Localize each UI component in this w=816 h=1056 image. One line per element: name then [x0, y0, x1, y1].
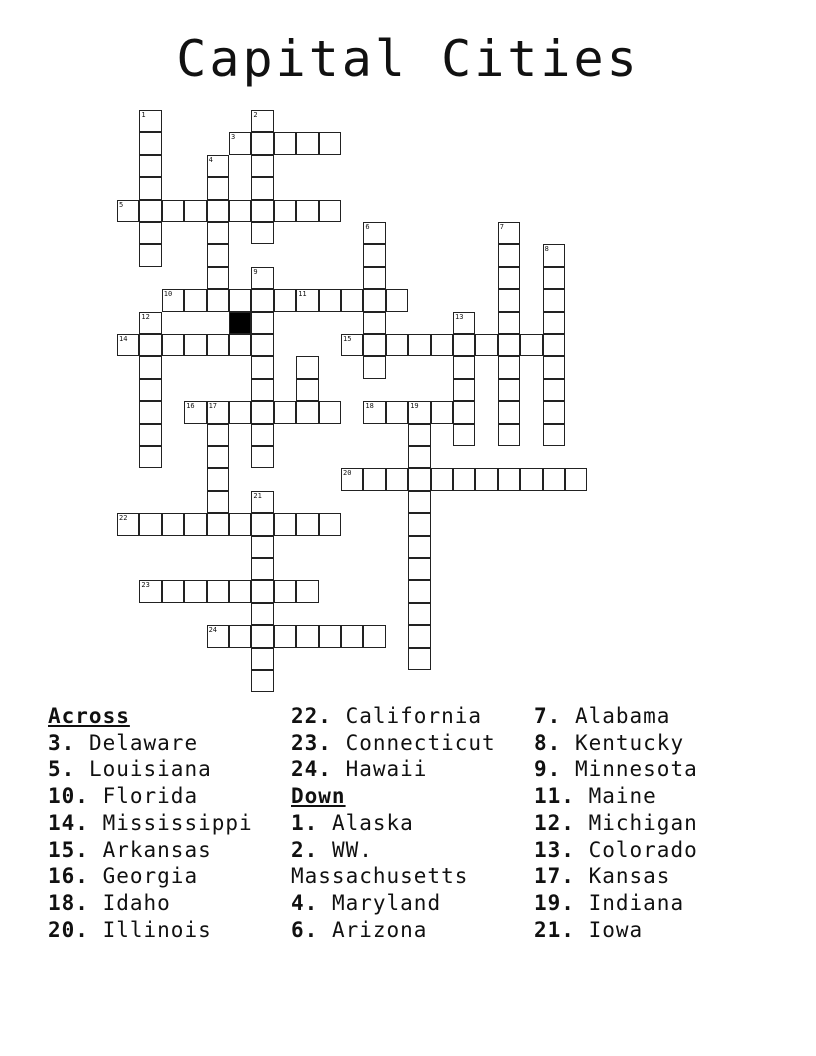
- clue-number: 11: [298, 290, 307, 299]
- down-clue: 1. Alaska: [291, 810, 414, 835]
- clue-number: 3: [231, 133, 236, 142]
- clue-number: 4: [208, 155, 213, 164]
- grid-cell[interactable]: [408, 603, 430, 625]
- grid-cell[interactable]: [498, 424, 520, 446]
- grid-cell[interactable]: [274, 289, 296, 311]
- grid-cell[interactable]: [207, 401, 229, 423]
- clue-number: 5: [119, 200, 124, 209]
- down-clue: 7. Alabama: [534, 704, 671, 728]
- clue-number: 9: [253, 267, 258, 276]
- grid-cell[interactable]: [386, 289, 408, 311]
- grid-cell[interactable]: [184, 200, 206, 222]
- grid-cell[interactable]: [251, 177, 273, 199]
- across-clue: 14. Mississippi: [48, 810, 253, 835]
- grid-cell[interactable]: [251, 379, 273, 401]
- grid-cell[interactable]: [475, 468, 497, 490]
- grid-cell[interactable]: [498, 401, 520, 423]
- grid-cell[interactable]: [408, 648, 430, 670]
- grid-cell[interactable]: [251, 648, 273, 670]
- down-clue: 17. Kansas: [534, 864, 671, 889]
- down-clue: 9. Minnesota: [534, 757, 698, 782]
- grid-cell[interactable]: [408, 446, 430, 468]
- grid-cell[interactable]: [139, 513, 161, 535]
- grid-cell[interactable]: [207, 580, 229, 602]
- grid-cell[interactable]: [251, 625, 273, 647]
- across-clue: 20. Illinois: [48, 917, 212, 942]
- grid-cell[interactable]: [363, 625, 385, 647]
- grid-cell[interactable]: [498, 222, 520, 244]
- clue-number: 13: [455, 312, 464, 321]
- grid-cell[interactable]: [363, 401, 385, 423]
- grid-cell[interactable]: [386, 334, 408, 356]
- clue-number: 21: [253, 491, 262, 500]
- grid-cell[interactable]: [296, 289, 318, 311]
- grid-cell[interactable]: [184, 289, 206, 311]
- grid-cell[interactable]: [431, 401, 453, 423]
- grid-cell[interactable]: [453, 334, 475, 356]
- grid-cell[interactable]: [363, 468, 385, 490]
- grid-cell[interactable]: [520, 334, 542, 356]
- grid-cell[interactable]: [408, 536, 430, 558]
- grid-cell[interactable]: [363, 356, 385, 378]
- grid-cell[interactable]: [296, 580, 318, 602]
- grid-cell[interactable]: [207, 267, 229, 289]
- grid-cell[interactable]: [363, 289, 385, 311]
- across-clue: 3. Delaware: [48, 730, 199, 755]
- grid-cell[interactable]: [251, 603, 273, 625]
- clue-number: 23: [141, 581, 150, 590]
- grid-cell[interactable]: [251, 312, 273, 334]
- grid-cell[interactable]: [543, 379, 565, 401]
- grid-cell[interactable]: [229, 513, 251, 535]
- grid-cell[interactable]: [251, 356, 273, 378]
- grid-cell[interactable]: [229, 580, 251, 602]
- grid-cell[interactable]: [207, 491, 229, 513]
- grid-cell[interactable]: [251, 401, 273, 423]
- grid-cell[interactable]: [498, 267, 520, 289]
- clue-number: 20: [343, 469, 352, 478]
- grid-cell[interactable]: [251, 289, 273, 311]
- blocked-cell: [229, 312, 251, 334]
- grid-cell[interactable]: [543, 334, 565, 356]
- grid-cell[interactable]: [341, 468, 363, 490]
- grid-cell[interactable]: [162, 334, 184, 356]
- grid-cell[interactable]: [229, 289, 251, 311]
- across-clue: 16. Georgia: [48, 864, 199, 889]
- grid-cell[interactable]: [139, 155, 161, 177]
- down-clue: 19. Indiana: [534, 890, 685, 915]
- grid-cell[interactable]: [207, 334, 229, 356]
- grid-cell[interactable]: [139, 177, 161, 199]
- grid-cell[interactable]: [319, 200, 341, 222]
- grid-cell[interactable]: [162, 580, 184, 602]
- down-heading: Down: [291, 784, 346, 809]
- grid-cell[interactable]: [139, 401, 161, 423]
- grid-cell[interactable]: [408, 558, 430, 580]
- grid-cell[interactable]: [341, 625, 363, 647]
- grid-cell[interactable]: [184, 334, 206, 356]
- grid-cell[interactable]: [363, 334, 385, 356]
- grid-cell[interactable]: [207, 177, 229, 199]
- grid-cell[interactable]: [251, 670, 273, 692]
- grid-cell[interactable]: [296, 625, 318, 647]
- grid-cell[interactable]: [408, 625, 430, 647]
- clue-number: 17: [208, 402, 218, 411]
- clue-number: 6: [365, 223, 370, 231]
- down-clue: 8. Kentucky: [534, 730, 685, 755]
- grid-cell[interactable]: [139, 312, 161, 334]
- grid-cell[interactable]: [296, 379, 318, 401]
- grid-cell[interactable]: [543, 468, 565, 490]
- across-clue: 5. Louisiana: [48, 757, 212, 782]
- grid-cell[interactable]: [251, 536, 273, 558]
- grid-cell[interactable]: [251, 110, 273, 132]
- grid-cell[interactable]: [363, 267, 385, 289]
- grid-cell[interactable]: [207, 289, 229, 311]
- down-clue: 2. WW. Massachusetts: [291, 837, 469, 889]
- grid-cell[interactable]: [139, 334, 161, 356]
- grid-cell[interactable]: [229, 625, 251, 647]
- clue-column-3: [534, 703, 698, 943]
- grid-cell[interactable]: [408, 580, 430, 602]
- grid-cell[interactable]: [296, 401, 318, 423]
- grid-cell[interactable]: [453, 379, 475, 401]
- grid-cell[interactable]: [117, 334, 139, 356]
- grid-cell[interactable]: [498, 379, 520, 401]
- clue-number: 12: [141, 312, 150, 321]
- grid-cell[interactable]: [184, 401, 206, 423]
- grid-cell[interactable]: [363, 244, 385, 266]
- grid-cell[interactable]: [274, 513, 296, 535]
- grid-cell[interactable]: [543, 267, 565, 289]
- grid-cell[interactable]: [229, 132, 251, 154]
- grid-cell[interactable]: [498, 289, 520, 311]
- grid-cell[interactable]: [229, 334, 251, 356]
- grid-cell[interactable]: [274, 132, 296, 154]
- down-clue: 21. Iowa: [534, 917, 644, 942]
- clue-number: 14: [119, 335, 128, 343]
- grid-cell[interactable]: [475, 334, 497, 356]
- grid-cell[interactable]: [363, 222, 385, 244]
- grid-cell[interactable]: [207, 244, 229, 266]
- grid-cell[interactable]: [565, 468, 587, 490]
- grid-cell[interactable]: [251, 222, 273, 244]
- grid-cell[interactable]: [319, 289, 341, 311]
- grid-cell[interactable]: [386, 468, 408, 490]
- grid-cell[interactable]: [207, 155, 229, 177]
- grid-cell[interactable]: [453, 312, 475, 334]
- grid-cell[interactable]: [543, 424, 565, 446]
- grid-cell[interactable]: [251, 580, 273, 602]
- grid-cell[interactable]: [520, 468, 542, 490]
- clue-number: 19: [410, 402, 419, 411]
- grid-cell[interactable]: [296, 356, 318, 378]
- grid-cell[interactable]: [139, 244, 161, 266]
- grid-cell[interactable]: [229, 401, 251, 423]
- grid-cell[interactable]: [207, 513, 229, 535]
- grid-cell[interactable]: [162, 200, 184, 222]
- across-clue: 10. Florida: [48, 784, 199, 809]
- grid-cell[interactable]: [543, 401, 565, 423]
- clue-number: 1: [141, 111, 146, 119]
- grid-cell[interactable]: [251, 155, 273, 177]
- grid-cell[interactable]: [543, 244, 565, 266]
- clue-number: 24: [208, 626, 218, 635]
- grid-cell[interactable]: [408, 401, 430, 423]
- grid-cell[interactable]: [162, 513, 184, 535]
- grid-cell[interactable]: [251, 558, 273, 580]
- grid-cell[interactable]: [431, 334, 453, 356]
- grid-cell[interactable]: [319, 132, 341, 154]
- grid-cell[interactable]: [453, 424, 475, 446]
- across-clue: 18. Idaho: [48, 890, 171, 915]
- grid-cell[interactable]: [319, 401, 341, 423]
- grid-cell[interactable]: [207, 200, 229, 222]
- grid-cell[interactable]: [207, 468, 229, 490]
- grid-cell[interactable]: [319, 513, 341, 535]
- grid-cell[interactable]: [274, 580, 296, 602]
- grid-cell[interactable]: [386, 401, 408, 423]
- across-clue: 23. Connecticut: [291, 730, 496, 755]
- grid-cell[interactable]: [431, 468, 453, 490]
- down-clue: 13. Colorado: [534, 837, 698, 862]
- clue-number: 22: [119, 514, 128, 523]
- grid-cell[interactable]: [274, 625, 296, 647]
- grid-cell[interactable]: [498, 312, 520, 334]
- grid-cell[interactable]: [251, 491, 273, 513]
- grid-cell[interactable]: [296, 200, 318, 222]
- clue-number: 18: [365, 402, 374, 411]
- grid-cell[interactable]: [207, 222, 229, 244]
- grid-cell[interactable]: [184, 580, 206, 602]
- grid-cell[interactable]: [453, 468, 475, 490]
- grid-cell[interactable]: [139, 200, 161, 222]
- across-clue: 24. Hawaii: [291, 757, 428, 782]
- grid-cell[interactable]: [363, 312, 385, 334]
- across-clue: 22. California: [291, 704, 483, 728]
- across-heading: Across: [48, 704, 130, 728]
- clue-column-1: [48, 703, 253, 943]
- down-clue: 4. Maryland: [291, 890, 442, 915]
- grid-cell[interactable]: [139, 580, 161, 602]
- grid-cell[interactable]: [251, 267, 273, 289]
- grid-cell[interactable]: [162, 289, 184, 311]
- grid-cell[interactable]: [251, 132, 273, 154]
- grid-cell[interactable]: [251, 513, 273, 535]
- grid-cell[interactable]: [229, 200, 251, 222]
- grid-cell[interactable]: [408, 334, 430, 356]
- across-clue: 15. Arkansas: [48, 837, 212, 862]
- grid-cell[interactable]: [498, 334, 520, 356]
- grid-cell[interactable]: [117, 200, 139, 222]
- down-clue: 12. Michigan: [534, 810, 698, 835]
- clue-number: 2: [253, 111, 258, 119]
- grid-cell[interactable]: [251, 334, 273, 356]
- grid-cell[interactable]: [453, 356, 475, 378]
- clue-number: 10: [163, 290, 173, 299]
- grid-cell[interactable]: [274, 200, 296, 222]
- clue-number: 7: [499, 223, 505, 231]
- grid-cell[interactable]: [139, 132, 161, 154]
- grid-cell[interactable]: [341, 289, 363, 311]
- grid-cell[interactable]: [341, 334, 363, 356]
- grid-cell[interactable]: [498, 244, 520, 266]
- clue-number: 15: [343, 335, 352, 343]
- grid-cell[interactable]: [453, 401, 475, 423]
- grid-cell[interactable]: [251, 200, 273, 222]
- grid-cell[interactable]: [408, 491, 430, 513]
- clue-column-2: [291, 703, 521, 943]
- grid-cell[interactable]: [543, 356, 565, 378]
- grid-cell[interactable]: [139, 110, 161, 132]
- grid-cell[interactable]: [139, 222, 161, 244]
- down-clue: 6. Arizona: [291, 917, 428, 942]
- grid-cell[interactable]: [139, 446, 161, 468]
- grid-cell[interactable]: [207, 424, 229, 446]
- grid-cell[interactable]: [117, 513, 139, 535]
- grid-cell[interactable]: [251, 424, 273, 446]
- grid-cell[interactable]: [184, 513, 206, 535]
- grid-cell[interactable]: [543, 312, 565, 334]
- grid-cell[interactable]: [543, 289, 565, 311]
- grid-cell[interactable]: [207, 446, 229, 468]
- grid-cell[interactable]: [139, 424, 161, 446]
- grid-cell[interactable]: [408, 468, 430, 490]
- grid-cell[interactable]: [296, 132, 318, 154]
- grid-cell[interactable]: [139, 356, 161, 378]
- grid-cell[interactable]: [408, 424, 430, 446]
- down-clue: 11. Maine: [534, 784, 657, 809]
- grid-cell[interactable]: [498, 468, 520, 490]
- grid-cell[interactable]: [408, 513, 430, 535]
- grid-cell[interactable]: [251, 446, 273, 468]
- grid-cell[interactable]: [319, 625, 341, 647]
- grid-cell[interactable]: [274, 401, 296, 423]
- grid-cell[interactable]: [296, 513, 318, 535]
- grid-cell[interactable]: [139, 379, 161, 401]
- puzzle-title: Capital Cities: [176, 30, 640, 88]
- grid-cell[interactable]: [207, 625, 229, 647]
- clue-number: 8: [544, 245, 549, 254]
- clue-number: 16: [186, 402, 195, 411]
- grid-cell[interactable]: [498, 356, 520, 378]
